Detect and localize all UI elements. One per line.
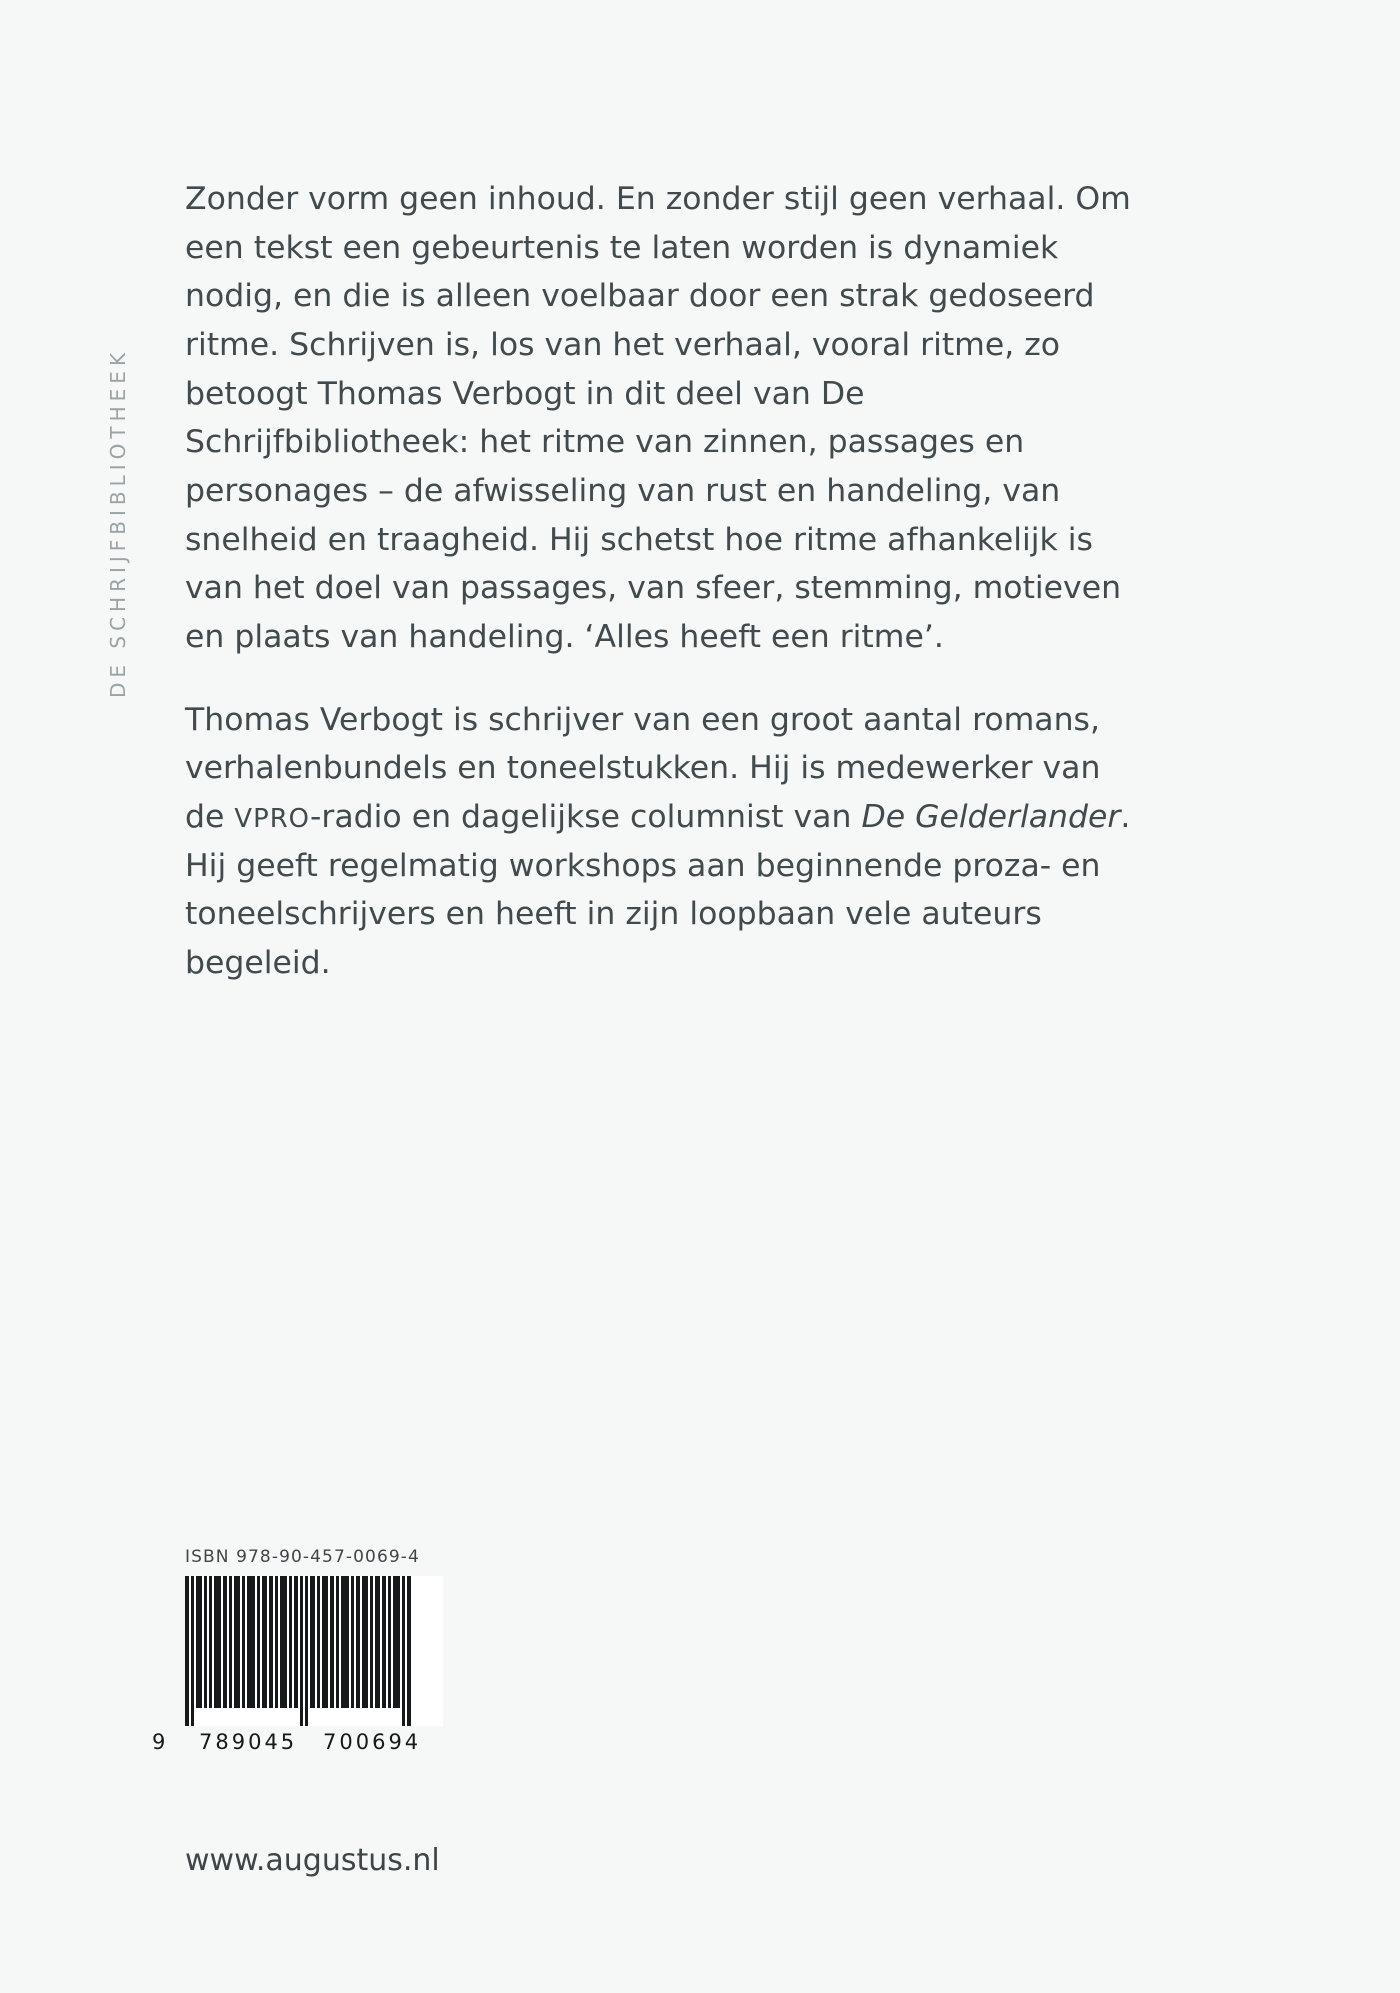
publisher-website[interactable]: www.augustus.nl <box>185 1843 440 1878</box>
barcode-digit-group-2: 700694 <box>323 1730 422 1754</box>
author-bio-smallcaps-vpro: VPRO <box>234 803 311 834</box>
isbn-block <box>152 1547 485 1756</box>
barcode-lead-digit: 9 <box>152 1730 169 1754</box>
blurb-paragraph-description: Zonder vorm geen inhoud. En zonder stijl geen verhaal. Om een tekst een gebeurtenis te laten worden is dynamiek nodig, en die is alleen voelbaar door een strak gedoseerd ritme. Schrijven is, los van het verhaal, vooral ritme, zo betoogt Thomas Verbogt in dit deel van De Schrijfbibliotheek: het ritme van zinnen, passages en personages – de afwisseling van rust en handeling, van snelheid en traagheid. Hij schetst hoe ritme afhankelijk is van het doel van passages, van sfeer, stemming, motieven en plaats van handeling. ‘Alles heeft een ritme’. <box>185 181 1131 655</box>
barcode-bars <box>185 1576 443 1726</box>
series-spine-label: DE SCHRIJFBIBLIOTHEEK <box>106 347 130 698</box>
isbn-label: ISBN 978-90-457-0069-4 <box>185 1547 420 1567</box>
author-bio-italic-title: De Gelderlander <box>861 798 1121 835</box>
blurb-paragraph-author-bio <box>185 696 1135 988</box>
author-bio-part-3: . Hij geeft regelmatig workshops aan beginnende proza- en toneelschrijvers en heeft in zijn loopbaan vele auteurs begeleid. <box>185 798 1131 981</box>
barcode-digits <box>152 1730 475 1756</box>
author-bio-part-2: -radio en dagelijkse columnist van <box>310 798 862 835</box>
barcode-image <box>185 1576 443 1726</box>
back-cover-blurb <box>185 175 1135 988</box>
barcode-digit-group-1: 789045 <box>199 1730 298 1754</box>
author-bio-part-1: Thomas Verbogt is schrijver van een groot aantal romans, verhalenbundels en toneelstukken. Hij is medewerker van de <box>185 701 1101 835</box>
